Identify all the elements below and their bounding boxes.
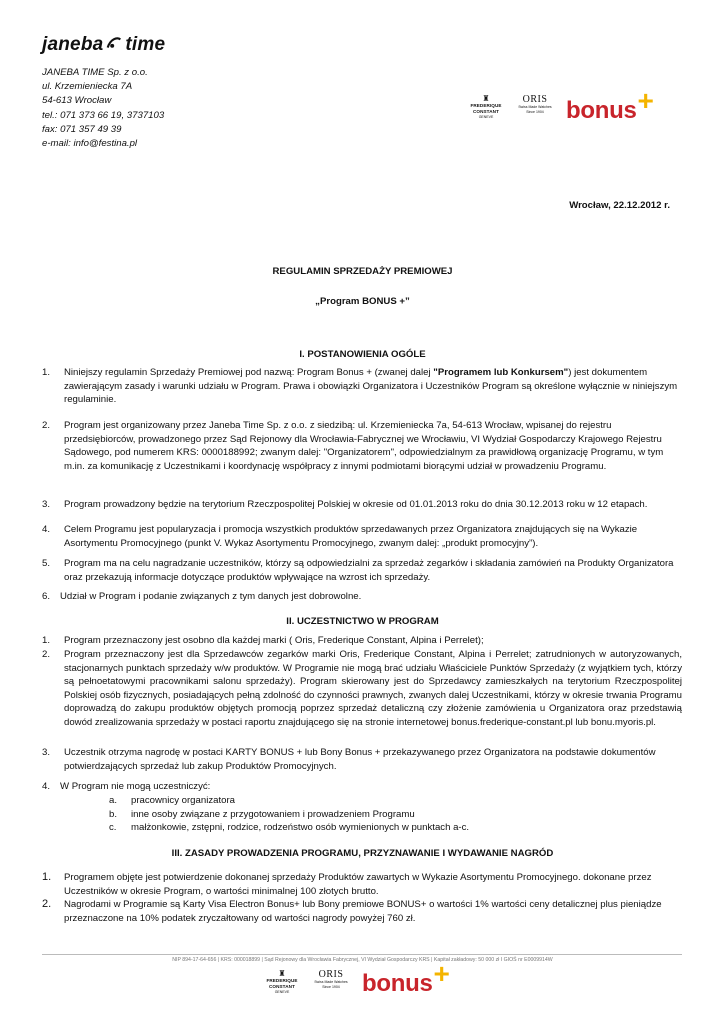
- sub-list-item: c. małżonkowie, zstępni, rodzice, rodzeństwo osób wymienionych w punktach a-c.: [109, 822, 470, 834]
- footer-divider: [42, 954, 682, 955]
- sub-list-item: a. pracownicy organizatora: [109, 795, 235, 806]
- footer-text: NIP 894-17-64-656 | KRS: 000018899 | Sąd Rejonowy dla Wrocławia Fabrycznej, VI Wydział Gospodarczy KRS | Kapitał zakładowy: 50 000 zł I GIOŚ nr E0009914W: [172, 957, 553, 963]
- list-item: 4. W Program nie mogą uczestniczyć:: [42, 781, 211, 792]
- list-item: 1. Niniejszy regulamin Sprzedaży Premiowej pod nazwą: Program Bonus + (zwanej dalej "Programem lub Konkursem") jest dokumentem zawierającym zasady i warunki udziału w Program. Prawa i obowiązki Organizatora i Uczestników Program są określone wyłącznie w niniejszym regulaminie.: [42, 367, 678, 406]
- sub-list-item: b. inne osoby związane z przygotowaniem i prowadzeniem Programu: [109, 808, 415, 820]
- list-item: 1. Programem objęte jest potwierdzenie dokonanej sprzedaży Produktów zawartych w Wykazie Asortymentu Promocyjnego. dokonane przez Uczestników w okresie Program, o wartości minimalnej 100 złotych brutto.: [42, 871, 652, 897]
- address-line: 54-613 Wrocław: [42, 95, 112, 107]
- document-date: Wrocław, 22.12.2012 r.: [569, 200, 670, 211]
- company-address: [42, 66, 164, 151]
- plus-icon: +: [433, 958, 450, 989]
- list-item: 2. Nagrodami w Programie są Karty Visa Electron Bonus+ lub Bony premiowe BONUS+ o wartości 1% wartości ceny detalicznej plus pieniądze przeznaczone na 10% podatek zryczałtowany od wartości nagrody powyżej 760 zł.: [42, 898, 662, 924]
- sub-list: [109, 794, 669, 835]
- list-item: 2. Program przeznaczony jest dla Sprzedawców zegarków marki Oris, Frederique Constant, Alpina i Perrelet; zatrudnionych w autoryzowanych, stacjonarnych punktach sprzedaży w/w produktów. W Programie nie mogą brać udziału Właściciele Punktów Sprzedaży (z wyjątkiem tych, którzy są pełnoetatowymi pracownikami salonu sprzedaży). Program skierowany jest do Sprzedawcy zamieszkałych na terytorium Rzeczpospolitej Polskiej osób fizycznych, posiadających pełną zdolność do czynności prawnych, zwanych dalej Uczestnikami, którzy w okresie trwania Programu doprowadzą do zakupu produktów objętych promocją poprzez sprzedaż detaliczną czy złożenie zamówienia u Organizatora oraz przedstawią dowód zrealizowania sprzedaży w postaci raportu znajdującego się na stronie internetowej bonus.frederique-constant.pl lub bonu.myoris.pl.: [42, 649, 682, 728]
- document-title: REGULAMIN SPRZEDAŻY PREMIOWEJ: [272, 266, 453, 277]
- frederique-constant-logo: ♜ FREDERIQUE CONSTANT GENEVE: [256, 970, 308, 994]
- oris-logo: ORIS Swiss Made Watches Since 1904: [518, 94, 552, 114]
- address-line: ul. Krzemieniecka 7A: [42, 81, 133, 93]
- section-heading: II. UCZESTNICTWO W PROGRAM: [286, 616, 439, 627]
- address-line: tel.: 071 373 66 19, 3737103: [42, 109, 165, 121]
- section-heading: III. ZASADY PROWADZENIA PROGRAMU, PRZYZNAWANIE I WYDAWANIE NAGRÓD: [171, 848, 554, 859]
- company-logo: [42, 34, 165, 56]
- section-heading: I. POSTANOWIENIA OGÓLE: [299, 349, 426, 360]
- address-line: JANEBA TIME Sp. z o.o.: [42, 67, 148, 78]
- crown-icon: ♜: [482, 94, 490, 103]
- document-subtitle: „Program BONUS +”: [315, 296, 410, 307]
- list-item: 2. Program jest organizowany przez Janeba Time Sp. z o.o. z siedzibą: ul. Krzemieniecka 7a, 54-613 Wrocław, wpisanej do rejestru przedsiębiorców, prowadzonego przez Sąd Rejonowy dla Wrocławia-Fabrycznej we Wrocławiu, VI Wydział Gospodarczy Krajowego Rejestru Sądowego, pod numerem KRS: 0000188992; zwanym dalej: "Organizatorem", odpowiedzialnym za prawidłową organizację Programu, w tym m.in. za komunikację z Uczestnikami i koordynację współpracy z innymi podmiotami biorącymi udział w prowadzeniu Programu.: [42, 420, 664, 472]
- bonus-logo: bonus+: [566, 85, 654, 124]
- address-line: fax: 071 357 49 39: [42, 123, 122, 135]
- list-item: 3. Program prowadzony będzie na terytorium Rzeczpospolitej Polskiej w okresie od 01.01.2013 roku do dnia 30.12.2013 roku w 12 etapach.: [42, 499, 648, 510]
- company-logo-right: time: [125, 34, 166, 55]
- list-item: 3. Uczestnik otrzyma nagrodę w postaci KARTY BONUS + lub Bony Bonus + przekazywanego przez Organizatora na podstawie dokumentów potwierdzających sprzedaż lub zakup Produktów Promocyjnych.: [42, 747, 656, 772]
- bonus-logo: bonus+: [362, 958, 450, 997]
- company-logo-left: janeba: [42, 34, 104, 55]
- address-line: e-mail: info@festina.pl: [42, 138, 138, 150]
- list-item: 5. Program ma na celu nagradzanie uczestników, którzy są odpowiedzialni za sprzedaż zegarków i składania zamówień na Produkty Organizatora oraz przekazują informacje dotyczące produktów wpływające na wzrost ich sprzedaży.: [42, 558, 674, 583]
- swoosh-icon: [105, 35, 123, 53]
- plus-icon: +: [637, 85, 654, 116]
- list-item: 6. Udział w Program i podanie związanych z tym danych jest dobrowolne.: [42, 591, 362, 602]
- list-item: 1. Program przeznaczony jest osobno dla każdej marki ( Oris, Frederique Constant, Alpina i Perrelet);: [42, 635, 484, 646]
- frederique-constant-logo: ♜ FREDERIQUE CONSTANT GENEVE: [460, 95, 512, 119]
- oris-logo: ORIS Swiss Made Watches Since 1904: [314, 969, 348, 989]
- list-item: 4. Celem Programu jest popularyzacja i promocja wszystkich produktów sprzedawanych przez Organizatora znajdujących się na Wykazie Asortymentu Promocyjnego (punkt V. Wykaz Asortymentu Promocyjnego, zwanym dalej: „produkt promocyjny”).: [42, 524, 638, 549]
- crown-icon: ♜: [278, 969, 286, 978]
